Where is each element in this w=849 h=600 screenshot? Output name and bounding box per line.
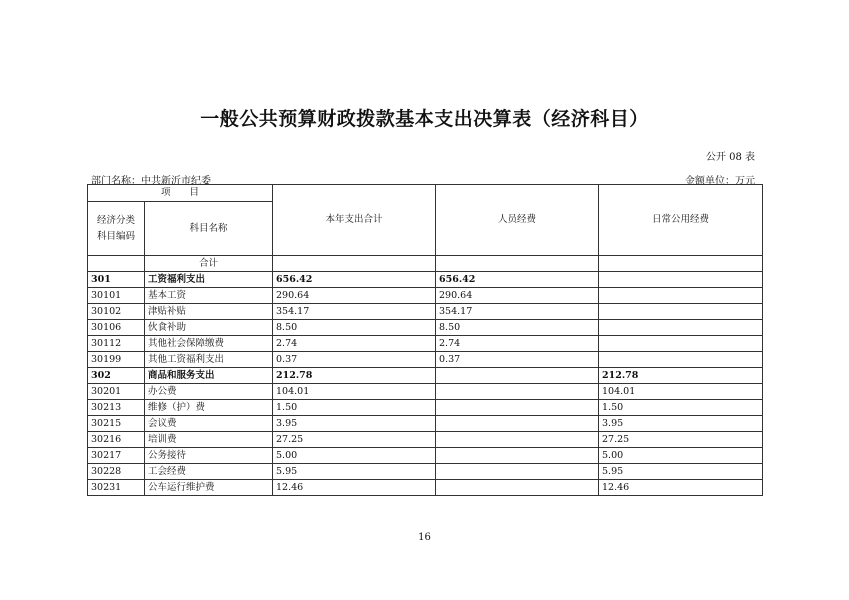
cell-name: 公车运行维护费: [145, 480, 273, 496]
expenditure-table: [87, 184, 763, 496]
table-row: [88, 416, 763, 432]
cell-total: 27.25: [273, 432, 436, 448]
cell-code: 30216: [88, 432, 145, 448]
cell-public: 3.95: [599, 416, 763, 432]
table-row: [88, 352, 763, 368]
cell-total: 5.00: [273, 448, 436, 464]
table-code-label: 公开 08 表: [705, 152, 755, 163]
cell-personnel: [436, 384, 599, 400]
header-code-line2: 科目编码: [96, 230, 135, 242]
total-total-cell: [273, 256, 436, 272]
table-row: [88, 464, 763, 480]
total-personnel-cell: [436, 256, 599, 272]
header-public: 日常公用经费: [599, 185, 763, 256]
cell-personnel: [436, 432, 599, 448]
cell-name: 其他工资福利支出: [145, 352, 273, 368]
cell-personnel: 0.37: [436, 352, 599, 368]
cell-code: 30213: [88, 400, 145, 416]
cell-public: [599, 304, 763, 320]
cell-total: 104.01: [273, 384, 436, 400]
cell-code: 30199: [88, 352, 145, 368]
table-row: [88, 448, 763, 464]
cell-total: 12.46: [273, 480, 436, 496]
cell-total: 0.37: [273, 352, 436, 368]
table-row: [88, 320, 763, 336]
cell-total: 2.74: [273, 336, 436, 352]
cell-personnel: 2.74: [436, 336, 599, 352]
cell-personnel: 656.42: [436, 272, 599, 288]
header-code: [88, 202, 145, 256]
cell-public: 27.25: [599, 432, 763, 448]
cell-public: [599, 336, 763, 352]
unit-label: 金额单位：万元: [685, 176, 755, 187]
cell-total: 8.50: [273, 320, 436, 336]
cell-personnel: [436, 368, 599, 384]
cell-personnel: [436, 480, 599, 496]
cell-public: [599, 320, 763, 336]
cell-total: 3.95: [273, 416, 436, 432]
cell-name: 津贴补贴: [145, 304, 273, 320]
cell-public: 5.00: [599, 448, 763, 464]
cell-personnel: [436, 464, 599, 480]
table-row: [88, 304, 763, 320]
header-personnel: 人员经费: [436, 185, 599, 256]
table-row: [88, 272, 763, 288]
cell-public: [599, 272, 763, 288]
header-total: 本年支出合计: [273, 185, 436, 256]
page-number: 16: [418, 532, 431, 543]
cell-code: 30215: [88, 416, 145, 432]
department-label: 部门名称：中共新沂市纪委: [91, 176, 211, 187]
cell-name: 培训费: [145, 432, 273, 448]
cell-total: 5.95: [273, 464, 436, 480]
cell-code: 30106: [88, 320, 145, 336]
cell-personnel: [436, 400, 599, 416]
cell-code: 30102: [88, 304, 145, 320]
cell-name: 其他社会保障缴费: [145, 336, 273, 352]
cell-total: 656.42: [273, 272, 436, 288]
cell-name: 商品和服务支出: [145, 368, 273, 384]
cell-code: 302: [88, 368, 145, 384]
cell-code: 30228: [88, 464, 145, 480]
table-row: [88, 288, 763, 304]
cell-code: 301: [88, 272, 145, 288]
table-row: [88, 384, 763, 400]
cell-name: 办公费: [145, 384, 273, 400]
cell-code: 30101: [88, 288, 145, 304]
cell-total: 290.64: [273, 288, 436, 304]
cell-total: 354.17: [273, 304, 436, 320]
table-row: [88, 368, 763, 384]
cell-code: 30201: [88, 384, 145, 400]
cell-personnel: [436, 448, 599, 464]
page-title: 一般公共预算财政拨款基本支出决算表（经济科目）: [200, 108, 649, 130]
cell-code: 30231: [88, 480, 145, 496]
cell-personnel: 354.17: [436, 304, 599, 320]
cell-public: 104.01: [599, 384, 763, 400]
cell-public: 1.50: [599, 400, 763, 416]
cell-name: 基本工资: [145, 288, 273, 304]
table-row: [88, 432, 763, 448]
cell-personnel: [436, 416, 599, 432]
cell-personnel: 290.64: [436, 288, 599, 304]
cell-name: 维修（护）费: [145, 400, 273, 416]
cell-total: 1.50: [273, 400, 436, 416]
cell-public: [599, 352, 763, 368]
cell-name: 公务接待: [145, 448, 273, 464]
table-row: [88, 336, 763, 352]
header-name: 科目名称: [145, 202, 273, 256]
cell-name: 会议费: [145, 416, 273, 432]
cell-total: 212.78: [273, 368, 436, 384]
cell-code: 30112: [88, 336, 145, 352]
cell-name: 工会经费: [145, 464, 273, 480]
cell-public: 12.46: [599, 480, 763, 496]
cell-code: 30217: [88, 448, 145, 464]
cell-public: 5.95: [599, 464, 763, 480]
cell-personnel: 8.50: [436, 320, 599, 336]
cell-name: 工资福利支出: [145, 272, 273, 288]
cell-name: 伙食补助: [145, 320, 273, 336]
total-code-cell: [88, 256, 145, 272]
cell-public: [599, 288, 763, 304]
header-project: 项 目: [88, 185, 273, 202]
table-row: [88, 480, 763, 496]
total-public-cell: [599, 256, 763, 272]
header-code-line1: 经济分类: [96, 214, 135, 226]
total-label: 合计: [145, 256, 273, 272]
total-row: [88, 256, 763, 272]
cell-public: 212.78: [599, 368, 763, 384]
table-row: [88, 400, 763, 416]
